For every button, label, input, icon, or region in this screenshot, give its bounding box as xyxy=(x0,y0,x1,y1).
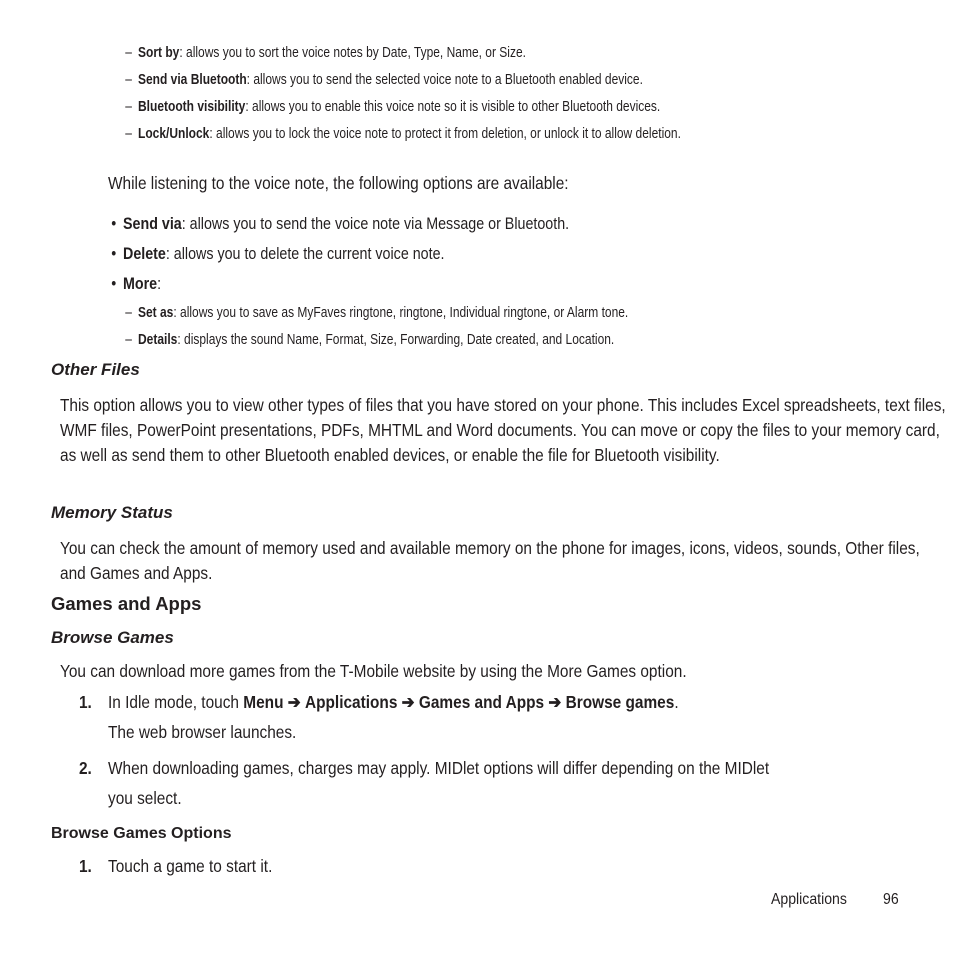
section-heading-browse-games: Browse Games xyxy=(51,628,174,647)
item-description: : displays the sound Name, Format, Size, Forwarding, Date created, and Location. xyxy=(177,331,615,348)
item-term: Delete xyxy=(123,244,166,263)
numbered-step xyxy=(78,856,273,877)
item-term: Details xyxy=(138,331,178,348)
step-number: 1. xyxy=(78,692,92,712)
item-term: Sort by xyxy=(138,44,180,61)
item-description: : allows you to delete the current voice note. xyxy=(165,244,445,263)
step-text: Touch a game to start it. xyxy=(108,856,273,876)
step-number: 1. xyxy=(78,856,92,876)
item-description: : allows you to send the selected voice note to a Bluetooth enabled device. xyxy=(246,71,643,88)
item-description: : xyxy=(157,274,162,293)
dash-bullet: – xyxy=(125,71,132,88)
item-description: : allows you to sort the voice notes by Date, Type, Name, or Size. xyxy=(179,44,526,61)
bullet: • xyxy=(111,214,117,233)
bullet: • xyxy=(111,274,117,293)
item-term: Bluetooth visibility xyxy=(138,98,246,115)
item-term: More xyxy=(123,274,158,293)
browse-games-paragraph: You can download more games from the T-Mobile website by using the More Games option. xyxy=(60,661,687,681)
item-term: Set as xyxy=(138,304,174,321)
numbered-step xyxy=(78,692,679,713)
list-item xyxy=(111,244,445,264)
list-item xyxy=(125,125,681,142)
section-heading-other-files: Other Files xyxy=(51,360,140,379)
bullet: • xyxy=(111,244,117,263)
item-term: Send via xyxy=(123,214,182,233)
list-item xyxy=(111,274,162,294)
page-number: 96 xyxy=(883,891,899,908)
dash-bullet: – xyxy=(125,44,132,61)
dash-bullet: – xyxy=(125,331,132,348)
numbered-step xyxy=(78,758,770,779)
footer-section-name: Applications xyxy=(771,891,847,908)
arrow-icon: ➔ xyxy=(548,692,562,712)
menu-path-browse-games: Browse games xyxy=(565,692,675,712)
list-item xyxy=(125,331,615,348)
step-suffix: . xyxy=(674,692,679,712)
dash-bullet: – xyxy=(125,125,132,142)
menu-path-games-and-apps: Games and Apps xyxy=(418,692,545,712)
arrow-icon: ➔ xyxy=(401,692,415,712)
item-description: : allows you to enable this voice note so it is visible to other Bluetooth devices. xyxy=(245,98,661,115)
list-item xyxy=(111,214,570,234)
item-description: : allows you to send the voice note via Message or Bluetooth. xyxy=(181,214,570,233)
list-item xyxy=(125,71,643,88)
section-heading-memory-status: Memory Status xyxy=(51,503,173,522)
list-item xyxy=(125,98,661,115)
item-description: : allows you to save as MyFaves ringtone, ringtone, Individual ringtone, or Alarm tone. xyxy=(173,304,629,321)
memory-status-paragraph: You can check the amount of memory used and available memory on the phone for images, icons, videos, sounds, Other files, and Games and Apps. xyxy=(60,538,920,583)
arrow-icon: ➔ xyxy=(287,692,301,712)
list-item xyxy=(125,44,526,61)
step-number: 2. xyxy=(78,758,92,778)
menu-path-applications: Applications xyxy=(304,692,398,712)
dash-bullet: – xyxy=(125,304,132,321)
step-result: The web browser launches. xyxy=(108,722,297,742)
other-files-paragraph: This option allows you to view other types of files that you have stored on your phone. This includes Excel spreadsheets, text files, WMF files, PowerPoint presentations, PDFs, MHTML and Word documents. You can move or copy the files to your memory card, as well as send them to other Bluetooth enabled devices, or enable the file for Bluetooth visibility. xyxy=(60,395,946,465)
step-text: When downloading games, charges may apply. MIDlet options will differ depending on the MIDlet xyxy=(108,758,770,778)
section-heading-games-and-apps: Games and Apps xyxy=(51,593,202,614)
item-description: : allows you to lock the voice note to protect it from deletion, or unlock it to allow deletion. xyxy=(209,125,681,142)
section-heading-browse-games-options: Browse Games Options xyxy=(51,825,232,842)
item-term: Send via Bluetooth xyxy=(138,71,247,88)
step-text-continued: you select. xyxy=(108,788,182,808)
list-item xyxy=(125,304,629,321)
item-term: Lock/Unlock xyxy=(138,125,210,142)
dash-bullet: – xyxy=(125,98,132,115)
step-text: In Idle mode, touch xyxy=(108,692,244,712)
menu-path-menu: Menu xyxy=(243,692,284,712)
listening-intro: While listening to the voice note, the following options are available: xyxy=(108,173,569,193)
